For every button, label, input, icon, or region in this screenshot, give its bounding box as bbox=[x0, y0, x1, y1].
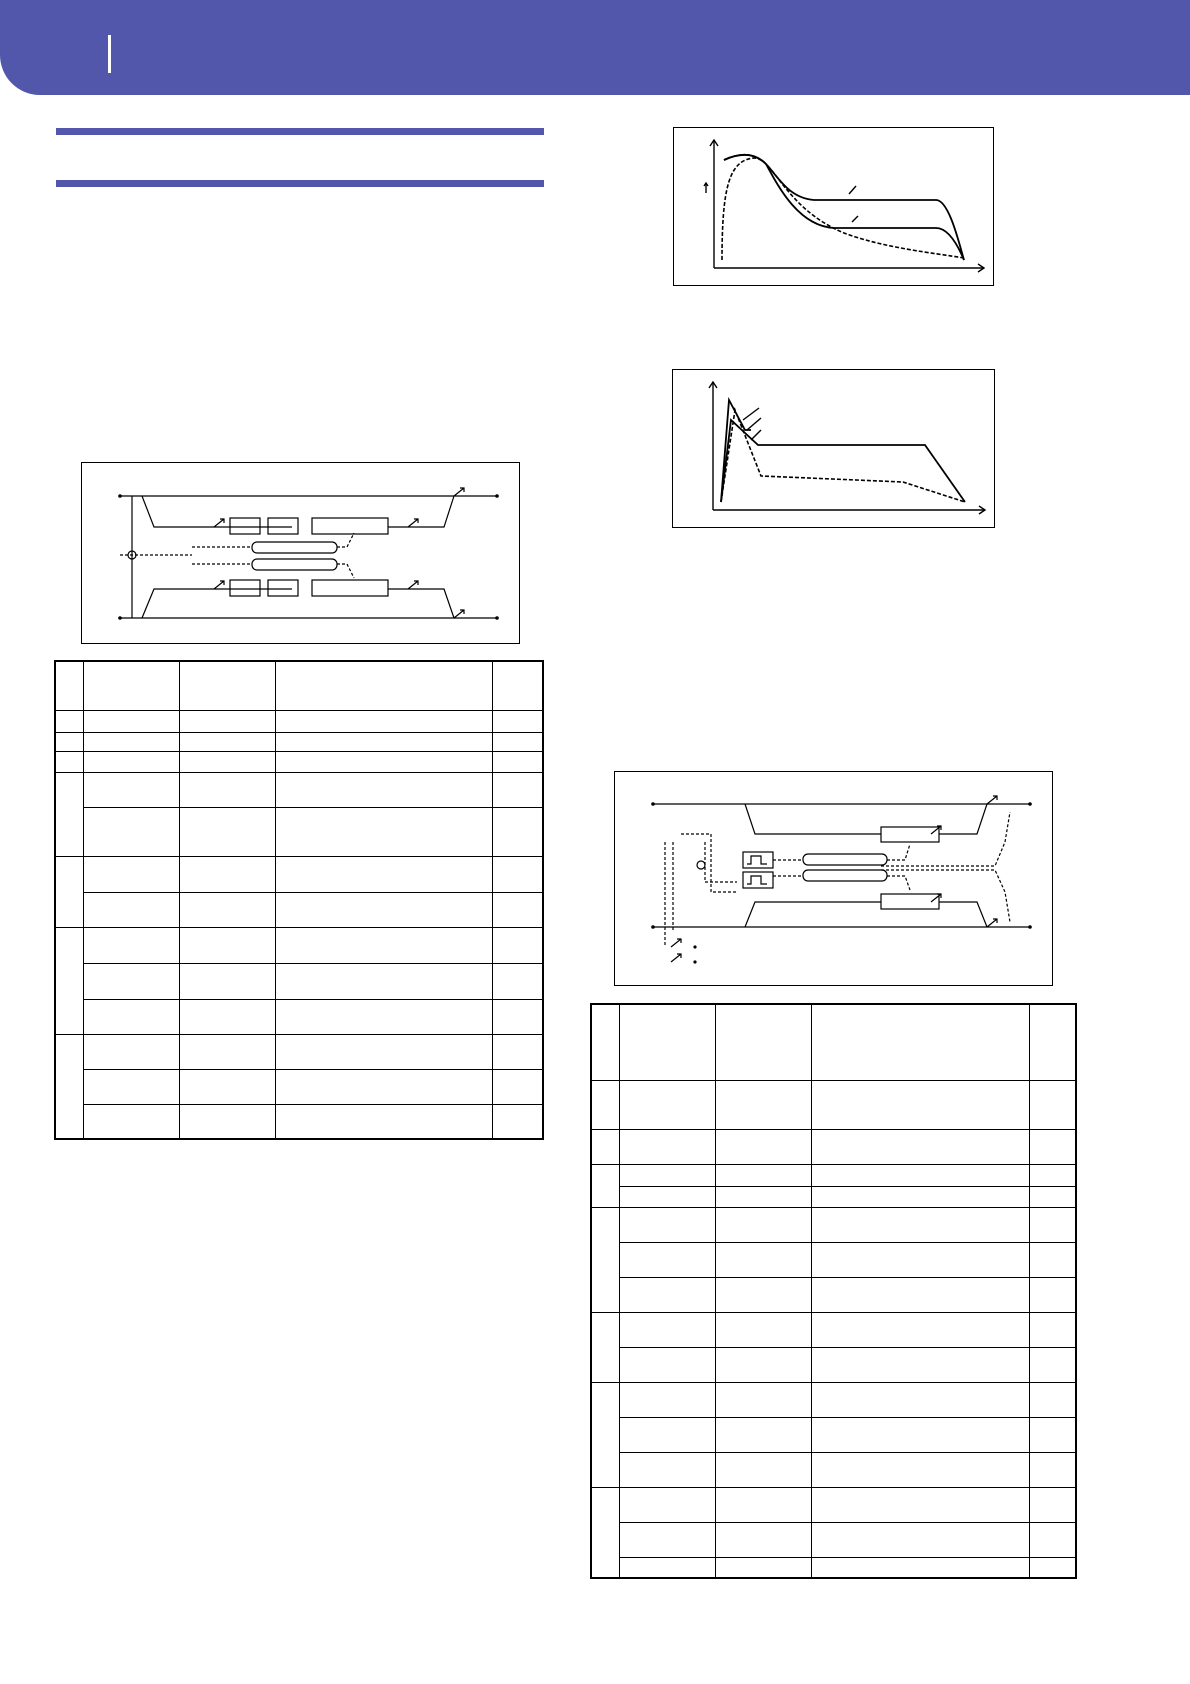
table-row bbox=[591, 1004, 1076, 1080]
table-row bbox=[591, 1242, 1076, 1277]
table-row bbox=[591, 1452, 1076, 1487]
response-graph-top bbox=[673, 127, 994, 286]
table-row bbox=[55, 772, 543, 807]
block-diagram-right-svg bbox=[615, 772, 1052, 985]
table-row bbox=[591, 1129, 1076, 1164]
table-row bbox=[591, 1417, 1076, 1452]
block-diagram-right bbox=[614, 771, 1053, 986]
table-row bbox=[55, 1104, 543, 1139]
table-row bbox=[55, 927, 543, 963]
table-row bbox=[591, 1164, 1076, 1186]
response-graph-top-svg bbox=[674, 128, 993, 285]
table-row bbox=[591, 1522, 1076, 1557]
table-row bbox=[55, 856, 543, 892]
table-row bbox=[591, 1207, 1076, 1242]
table-row bbox=[55, 963, 543, 999]
response-graph-bottom bbox=[672, 369, 995, 528]
table-row bbox=[55, 892, 543, 927]
table-row bbox=[55, 661, 543, 710]
page-header-bar bbox=[0, 0, 1190, 95]
response-graph-bottom-svg bbox=[673, 370, 994, 527]
table-row bbox=[591, 1382, 1076, 1417]
table-row bbox=[591, 1487, 1076, 1522]
table-row bbox=[55, 732, 543, 751]
table-row bbox=[591, 1312, 1076, 1347]
table-row bbox=[591, 1557, 1076, 1578]
table-row bbox=[55, 1034, 543, 1069]
section-rule-top bbox=[56, 128, 544, 135]
table-row bbox=[55, 1069, 543, 1104]
table-row bbox=[55, 807, 543, 856]
table-row bbox=[591, 1186, 1076, 1207]
table-row bbox=[591, 1347, 1076, 1382]
table-row bbox=[55, 710, 543, 732]
table-row bbox=[591, 1277, 1076, 1312]
header-separator bbox=[108, 35, 111, 73]
block-diagram-left bbox=[81, 462, 520, 644]
block-diagram-left-svg bbox=[82, 463, 519, 643]
table-row bbox=[55, 999, 543, 1034]
table-row bbox=[55, 751, 543, 772]
table-row bbox=[591, 1080, 1076, 1129]
section-rule-bottom bbox=[56, 180, 544, 187]
parameter-table-right bbox=[590, 1003, 1077, 1579]
parameter-table-left bbox=[54, 660, 544, 1140]
